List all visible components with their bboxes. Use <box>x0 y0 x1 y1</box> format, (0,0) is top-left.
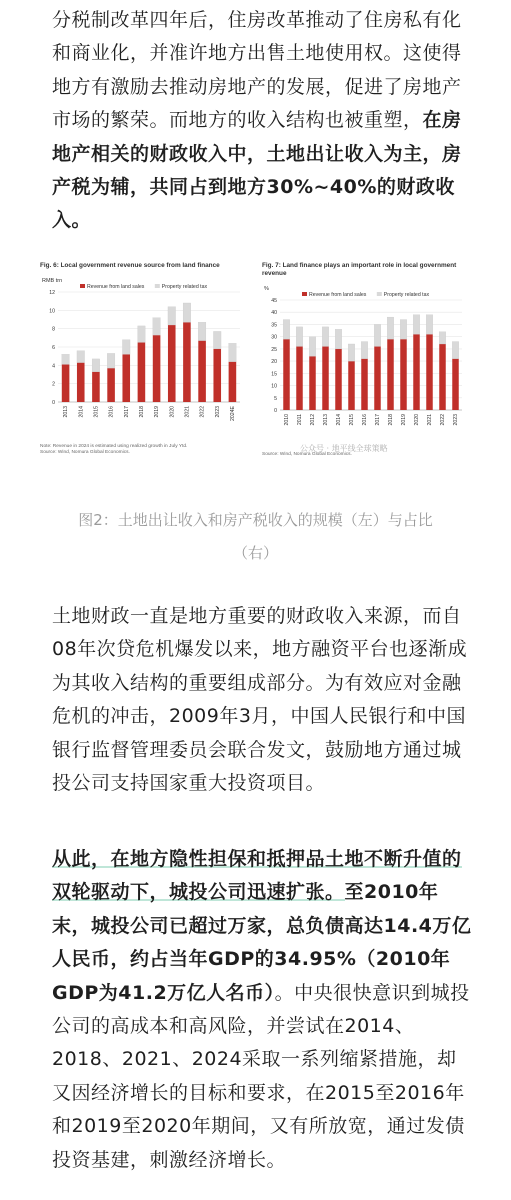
x-tick-label: 2011 <box>297 414 303 426</box>
y-tick-label: 0 <box>52 400 55 406</box>
bar-tax <box>138 326 146 343</box>
y-axis-label: RMB trn <box>42 278 63 284</box>
paragraph-third-bold: 至2010年末，城投公司已超过万家，总负债高达14.4万亿人民币，约占当年GDP的34.95%（2010年GDP为41.2万亿人名币） <box>52 881 472 1004</box>
figure-left-note: Note: Revenue in 2024 is estimated using realized growth in July Ytd. <box>40 444 188 449</box>
y-tick-label: 6 <box>52 345 55 351</box>
y-tick-label: 12 <box>49 290 55 296</box>
legend-swatch-0 <box>80 284 85 288</box>
y-tick-label: 10 <box>271 383 277 390</box>
bar-tax <box>168 307 176 325</box>
bar-land <box>439 344 446 410</box>
x-tick-label: 2014 <box>336 414 342 426</box>
x-tick-label: 2016 <box>362 414 368 426</box>
paragraph-intro <box>52 4 472 238</box>
y-tick-label: 10 <box>49 308 55 315</box>
figure-left-source: Source: Wind, Nomura Global Economics. <box>40 450 130 455</box>
bar-tax <box>122 340 130 355</box>
bar-land <box>92 372 100 402</box>
x-tick-label: 2013 <box>323 414 329 426</box>
legend-swatch-0 <box>302 292 307 296</box>
bar-land <box>62 364 70 402</box>
highlight-text: 从此，在地方隐性担保和抵押品土地不断升值的双轮驱动下，城投公司迅速扩张。 <box>52 848 462 904</box>
bar-land <box>283 339 290 410</box>
bar-land <box>374 346 381 410</box>
bar-tax <box>400 320 407 340</box>
paragraph-third-text: 。中央很快意识到城投公司的高成本和高风险，并尝试在2014、2018、2021、2024采取一系列缩紧措施，却又因经济增长的目标和要求，在2015至2016年和2019至2020年期间，又有所放宽，通过发债投资基建，刺激经济增长。 <box>52 981 470 1171</box>
paragraph-third <box>52 843 472 1177</box>
bar-tax <box>374 324 381 346</box>
bar-land <box>296 346 303 410</box>
paragraph-second: 土地财政一直是地方重要的财政收入来源，而自08年次贷危机爆发以来，地方融资平台也逐渐成为其收入结构的重要组成部分。为有效应对金融危机的冲击，2009年3月，中国人民银行和中国银行监督管理委员会联合发文，鼓励地方通过城投公司支持国家重大投资项目。 <box>52 605 468 795</box>
y-tick-label: 35 <box>271 322 277 329</box>
bar-land <box>348 361 355 410</box>
x-tick-label: 2021 <box>184 406 191 418</box>
bar-tax <box>229 343 237 361</box>
bar-land <box>335 349 342 410</box>
bar-tax <box>107 353 115 368</box>
bar-tax <box>452 342 459 359</box>
bar-land <box>183 322 191 402</box>
bar-tax <box>426 315 433 335</box>
bar-land <box>107 368 115 402</box>
x-tick-label: 2014 <box>78 406 85 418</box>
intro-text: 分税制改革四年后，住房改革推动了住房私有化和商业化，并准许地方出售土地使用权。这使得地方有激励去推动房地产的发展，促进了房地产市场的繁荣。而地方的收入结构也被重塑， <box>52 9 462 132</box>
bar-land <box>229 362 237 402</box>
bar-land <box>452 359 459 410</box>
legend-swatch-1 <box>377 292 382 296</box>
bar-tax <box>283 320 290 340</box>
x-tick-label: 2024E <box>229 406 236 422</box>
legend-label-0: Revenue from land sales <box>309 292 367 298</box>
legend-label-1: Property related tax <box>383 292 430 298</box>
bar-tax <box>361 342 368 359</box>
bar-tax <box>309 337 316 357</box>
x-tick-label: 2010 <box>284 414 290 426</box>
y-tick-label: 45 <box>271 298 277 304</box>
x-tick-label: 2022 <box>440 414 446 426</box>
x-tick-label: 2023 <box>453 414 459 426</box>
y-tick-label: 8 <box>52 326 55 333</box>
bar-tax <box>153 318 161 335</box>
legend-label-1: Property related tax <box>161 284 208 290</box>
figure-panel <box>40 262 472 470</box>
watermark: 公众号 · 地平线全球策略 <box>300 444 388 453</box>
x-tick-label: 2019 <box>154 406 161 418</box>
bar-land <box>168 325 176 402</box>
bar-land <box>213 349 221 402</box>
figure-right <box>262 262 468 470</box>
bar-tax <box>322 327 329 347</box>
bar-land <box>309 356 316 410</box>
x-tick-label: 2013 <box>63 406 70 418</box>
y-tick-label: 2 <box>52 381 55 388</box>
x-tick-label: 2015 <box>93 406 100 418</box>
bar-tax <box>335 329 342 349</box>
figure-left-title: Fig. 6: Local government revenue source from land finance <box>40 262 220 269</box>
bar-land <box>361 359 368 410</box>
x-tick-label: 2018 <box>138 406 145 418</box>
bar-land <box>387 339 394 410</box>
bar-land <box>322 346 329 410</box>
x-tick-label: 2019 <box>401 414 407 426</box>
bar-land <box>122 354 130 402</box>
legend-label-0: Revenue from land sales <box>87 284 145 290</box>
y-tick-label: 15 <box>271 371 277 378</box>
bar-tax <box>387 317 394 339</box>
bar-land <box>400 339 407 410</box>
x-tick-label: 2021 <box>427 414 433 426</box>
x-tick-label: 2023 <box>214 406 221 418</box>
chart-left <box>40 270 246 440</box>
bar-tax <box>183 303 191 322</box>
bar-land <box>77 363 85 402</box>
figure-caption: 图2：土地出让收入和房产税收入的规模（左）与占比（右） <box>78 511 433 562</box>
intro-bold-text: 在房地产相关的财政收入中，土地出让收入为主，房产税为辅，共同占到地方30%~40%的财政收入。 <box>52 109 462 232</box>
x-tick-label: 2020 <box>169 406 176 418</box>
bar-land <box>153 335 161 402</box>
x-tick-label: 2017 <box>375 414 381 426</box>
chart-right <box>262 278 468 448</box>
bar-tax <box>92 359 100 372</box>
bar-tax <box>213 331 221 348</box>
x-tick-label: 2022 <box>199 406 206 418</box>
x-tick-label: 2020 <box>414 414 420 426</box>
y-tick-label: 30 <box>271 334 277 341</box>
x-tick-label: 2018 <box>388 414 394 426</box>
bar-tax <box>439 332 446 344</box>
y-axis-label: % <box>264 286 269 292</box>
y-tick-label: 20 <box>271 359 277 366</box>
bar-tax <box>198 322 206 340</box>
bar-tax <box>62 354 70 364</box>
bar-tax <box>413 315 420 335</box>
y-tick-label: 4 <box>52 363 55 370</box>
x-tick-label: 2017 <box>123 406 130 418</box>
bar-land <box>198 341 206 402</box>
x-tick-label: 2012 <box>310 414 316 426</box>
bar-tax <box>348 344 355 361</box>
x-tick-label: 2016 <box>108 406 115 418</box>
bar-land <box>138 342 146 402</box>
y-tick-label: 40 <box>271 310 277 317</box>
figure-right-title: Fig. 7: Land finance plays an important role in local government revenue <box>262 262 457 277</box>
bar-land <box>426 334 433 410</box>
figure-left <box>40 262 246 470</box>
x-tick-label: 2015 <box>349 414 355 426</box>
y-tick-label: 0 <box>274 408 277 414</box>
y-tick-label: 25 <box>271 346 277 353</box>
bar-tax <box>77 351 85 363</box>
legend-swatch-1 <box>155 284 160 288</box>
bar-tax <box>296 327 303 347</box>
y-tick-label: 5 <box>274 395 277 402</box>
figure-right-source: Source: Wind, Nomura Global Economics. <box>262 452 352 457</box>
bar-land <box>413 334 420 410</box>
